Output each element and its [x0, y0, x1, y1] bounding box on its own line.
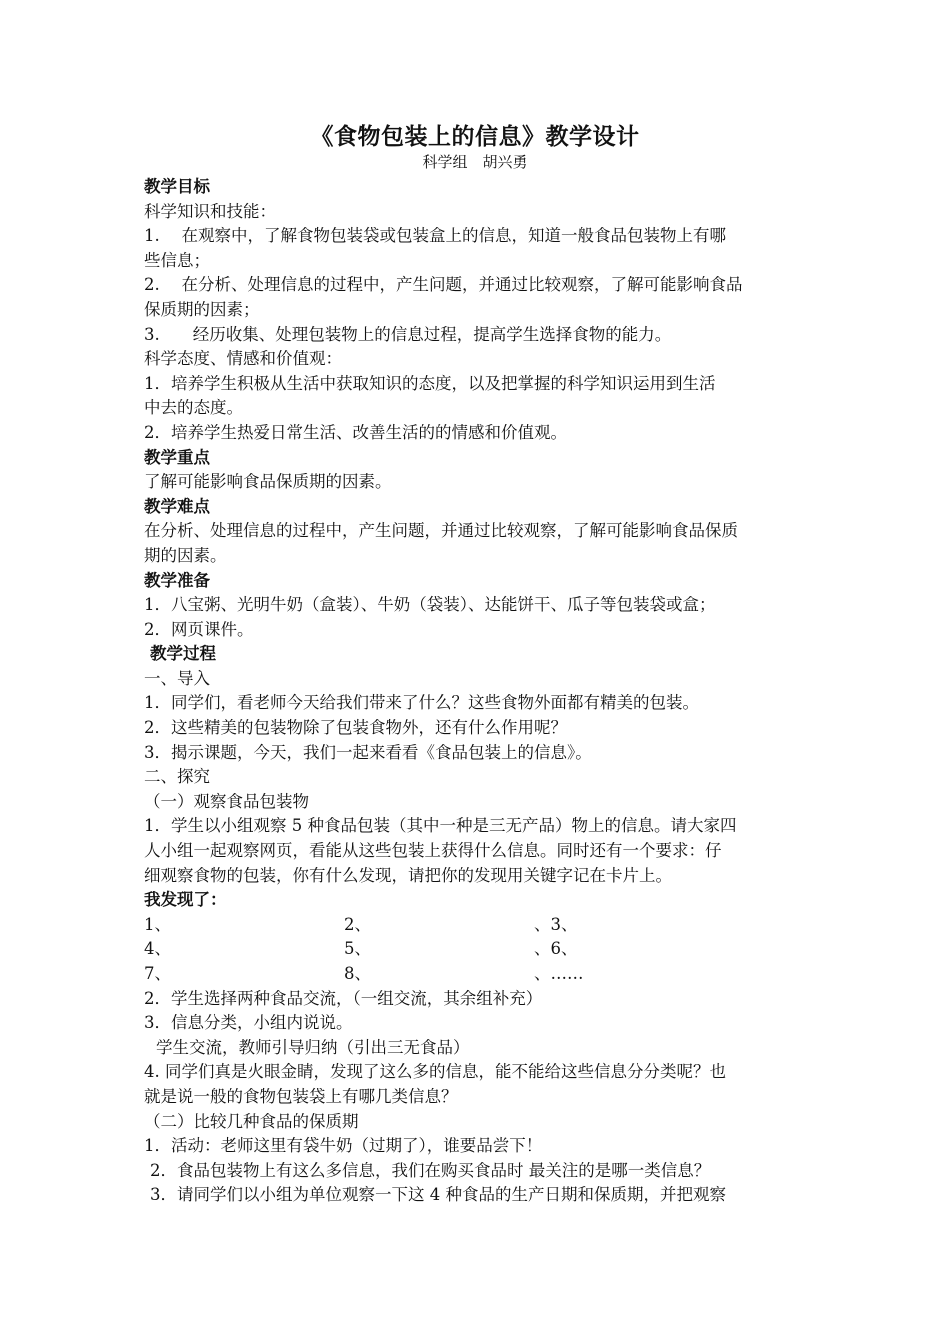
prep-item-2: 2．网页课件。 — [144, 619, 254, 639]
explore-item-1-line-2: 人小组一起观察网页，看能从这些包装上获得什么信息。同时还有一个要求：仔 — [144, 841, 722, 861]
document-body — [144, 175, 809, 1208]
goal-1-line-1: 1. 在观察中，了解食物包装袋或包装盒上的信息，知道一般食品包装物上有哪 — [144, 226, 726, 246]
attitude-2: 2．培养学生热爱日常生活、改善生活的的情感和价值观。 — [144, 422, 567, 442]
finding-slot-1: 1、 — [144, 914, 171, 934]
heading-teaching-goals: 教学目标 — [144, 177, 210, 196]
explore-item-3: 3．信息分类，小组内说说。 — [144, 1013, 353, 1033]
findings-row-1 — [144, 913, 809, 938]
key-point-text: 了解可能影响食品保质期的因素。 — [144, 472, 392, 492]
document-title: 《食物包装上的信息》教学设计 — [310, 123, 640, 150]
explore-item-1-line-1: 1．学生以小组观察 5 种食品包装（其中一种是三无产品）物上的信息。请大家四 — [144, 816, 737, 836]
finding-slot-more: 、…… — [534, 964, 584, 983]
intro-item-1: 1．同学们，看老师今天给我们带来了什么？这些食物外面都有精美的包装。 — [144, 693, 699, 713]
subsection-observe: （一）观察食品包装物 — [144, 791, 309, 811]
explore-item-3-note: 学生交流，教师引导归纳（引出三无食品） — [156, 1037, 470, 1057]
difficulty-line-2: 期的因素。 — [144, 545, 227, 565]
attitude-1-line-2: 中去的态度。 — [144, 398, 243, 418]
heading-difficulty: 教学难点 — [144, 496, 210, 516]
finding-slot-4: 4、 — [144, 939, 171, 959]
intro-item-3: 3．揭示课题，今天，我们一起来看看《食品包装上的信息》。 — [144, 742, 592, 762]
prep-item-1: 1．八宝粥、光明牛奶（盒装）、牛奶（袋装）、达能饼干、瓜子等包装袋或盒； — [144, 595, 716, 615]
compare-item-3: 3．请同学们以小组为单位观察一下这 4 种食品的生产日期和保质期，并把观察 — [150, 1185, 726, 1205]
explore-item-1-line-3: 细观察食物的包装，你有什么发现，请把你的发现用关键字记在卡片上。 — [144, 865, 672, 885]
findings-row-2 — [144, 937, 809, 962]
difficulty-line-1: 在分析、处理信息的过程中，产生问题，并通过比较观察，了解可能影响食品保质 — [144, 521, 738, 541]
subsection-compare: （二）比较几种食品的保质期 — [144, 1111, 359, 1131]
goal-1-line-2: 些信息； — [144, 250, 210, 270]
explore-item-4-line-1: 4. 同学们真是火眼金睛，发现了这么多的信息，能不能给这些信息分分类呢？也 — [144, 1062, 726, 1082]
compare-item-2: 2．食品包装物上有这么多信息，我们在购买食品时 最关注的是哪一类信息？ — [150, 1160, 711, 1180]
intro-item-2: 2．这些精美的包装物除了包装食物外，还有什么作用呢？ — [144, 718, 567, 738]
finding-slot-3: 、3、 — [534, 914, 578, 934]
findings-row-3 — [144, 962, 809, 987]
goal-2-line-1: 2. 在分析、处理信息的过程中，产生问题，并通过比较观察，了解可能影响食品 — [144, 275, 743, 295]
section-explore: 二、探究 — [144, 767, 210, 787]
compare-item-1: 1．活动：老师这里有袋牛奶（过期了），谁要品尝下！ — [144, 1136, 543, 1156]
explore-item-4-line-2: 就是说一般的食物包装袋上有哪几类信息？ — [144, 1086, 458, 1106]
finding-slot-5: 5、 — [344, 939, 371, 959]
attitude-1-line-1: 1．培养学生积极从生活中获取知识的态度，以及把掌握的科学知识运用到生活 — [144, 373, 716, 393]
label-attitude-values: 科学态度、情感和价值观： — [144, 349, 342, 369]
goal-3: 3. 经历收集、处理包装物上的信息过程，提高学生选择食物的能力。 — [144, 324, 672, 344]
heading-preparation: 教学准备 — [144, 570, 210, 590]
heading-i-found: 我发现了： — [144, 890, 227, 910]
heading-key-point: 教学重点 — [144, 447, 210, 467]
explore-item-2: 2．学生选择两种食品交流，（一组交流，其余组补充） — [144, 988, 543, 1008]
finding-slot-7: 7、 — [144, 964, 171, 983]
heading-process: 教学过程 — [150, 644, 216, 664]
label-knowledge-skills: 科学知识和技能： — [144, 201, 276, 221]
finding-slot-2: 2、 — [344, 914, 371, 934]
finding-slot-8: 8、 — [344, 964, 371, 983]
section-intro: 一、导入 — [144, 668, 210, 688]
finding-slot-6: 、6、 — [534, 939, 578, 959]
goal-2-line-2: 保质期的因素； — [144, 299, 260, 319]
document-author: 科学组 胡兴勇 — [422, 153, 528, 171]
